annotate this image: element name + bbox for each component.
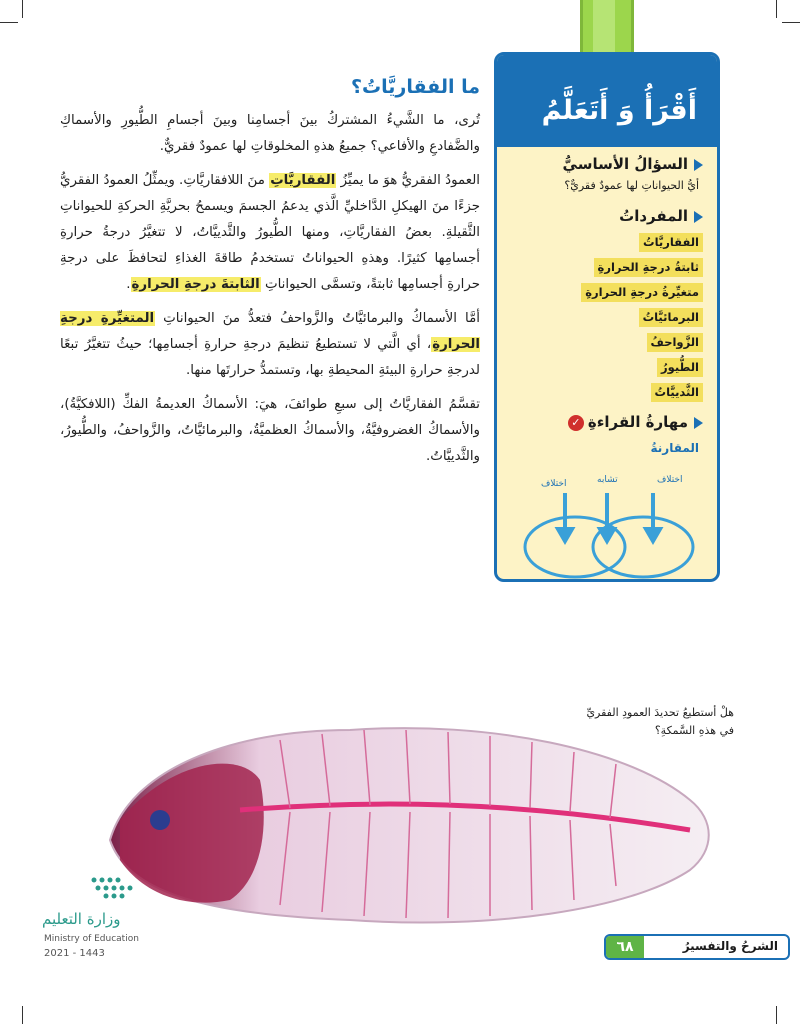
venn-label-right: اختلاف xyxy=(657,475,683,485)
vocab-item: الزَّواحفُ xyxy=(647,333,704,352)
crop-mark xyxy=(22,0,23,18)
bullet-icon xyxy=(694,211,703,223)
page-footer xyxy=(604,934,790,960)
vocab-item: متغيِّرةُ درجةِ الحرارةِ xyxy=(581,283,703,302)
vocab-item: البرمائيَّاتُ xyxy=(639,308,703,327)
essential-question: أيُّ الحيواناتِ لها عمودٌ فقريٌّ؟ xyxy=(564,179,699,192)
highlight-term: المتغيِّرةِ درجةِ الحرارةِ xyxy=(60,311,480,352)
text-run: أمَّا الأسماكُ والبرمائيَّاتُ والزَّواحفُ فتعدُّ منَ الحيواناتِ xyxy=(163,311,480,326)
essential-question-heading xyxy=(563,155,703,173)
page-number: ٦٨ xyxy=(606,936,644,958)
sidebar-box xyxy=(494,52,720,582)
crop-mark xyxy=(782,22,800,23)
venn-label-left: اختلاف xyxy=(541,479,567,489)
vocab-item: الفقاريَّاتُ xyxy=(639,233,703,252)
heading-text: السؤالُ الأساسيُّ xyxy=(562,155,688,173)
highlight-term: الفقاريَّاتِ xyxy=(270,173,336,188)
heading-text: مهارةُ القراءةِ xyxy=(587,413,688,431)
sidebar-header xyxy=(497,55,717,147)
venn-label-middle: تشابه xyxy=(597,475,618,485)
reading-skill: المقارنةُ xyxy=(650,441,699,455)
text-run: العمودُ الفقريُّ هوَ ما يميِّزُ xyxy=(340,173,480,188)
bullet-icon xyxy=(694,417,703,429)
text-run: منَ اللافقاريَّاتِ. ويمثِّلُ العمودُ الفقريُّ جزءًا منَ الهيكلِ الدَّاخليِّ الَّذي يدعمُ الجسمَ ويسمحُ بحريَّةِ الحركةِ للحيواناتِ الثَّقيلةِ. بعضُ الفقاريَّاتِ، ومنها الطُّيورُ والثَّدييَّاتُ، لا تتغيَّرُ درجةُ حرارةِ أجسامِها كثيرًا. وهذهِ الحيواناتُ تستخدمُ طاقةَ الغذاءِ لتحافظَ على درجةِ حرارةِ أجسامِها ثابتةً، وتسمَّى الحيواناتِ xyxy=(60,173,480,292)
paragraph-4: تقسَّمُ الفقاريَّاتُ إلى سبعِ طوائفَ، هيَ: الأسماكُ العديمةُ الفكِّ (اللافكيَّةُ)، والأسماكُ الغضروفيَّةُ، والأسماكُ العظميَّةُ، والبرمائيَّاتُ، والزَّواحفُ، والطُّيورُ، والثَّدييَّاتُ. xyxy=(60,397,480,464)
crop-mark xyxy=(22,1006,23,1024)
vocab-item: الثَّدييَّاتُ xyxy=(651,383,703,402)
heading-text: المفرداتُ xyxy=(619,207,688,225)
sidebar-title: أَقْرَأُ وَ أَتَعَلَّمُ xyxy=(541,95,697,126)
footer-label: الشرحُ والتفسيرُ xyxy=(682,939,778,953)
figure-question: هلْ أستطيعُ تحديدَ العمودِ الفقريِّ في هذهِ السَّمكةِ؟ xyxy=(586,706,734,737)
paragraph-3 xyxy=(60,306,480,384)
vocabulary-heading xyxy=(619,207,703,225)
ministry-name-arabic: وزارة التعليم xyxy=(42,910,121,928)
paragraph-2: العمودُ الفقريُّ هوَ ما يميِّزُ الفقاريَّاتِ منَ اللافقاريَّاتِ. ويمثِّلُ العمودُ الفقريُّ جزءًا منَ الهيكلِ الدَّاخليِّ الَّذي يدعمُ الجسمَ ويسمحُ بحريَّةِ الحركةِ للحيواناتِ الثَّقيلةِ. بعضُ الفقاريَّاتِ، ومنها الطُّيورُ والثَّدييَّاتُ، لا تتغيَّرُ درجةُ حرارةِ أجسامِها كثيرًا. وهذهِ الحيواناتُ تستخدمُ طاقةَ الغذاءِ لتحافظَ على درجةِ حرارةِ أجسامِها ثابتةً، وتسمَّى الحيواناتِ الثابتةَ درجةِ الحرارةِ. xyxy=(60,173,480,292)
crop-mark xyxy=(776,0,777,18)
crop-mark xyxy=(776,1006,777,1024)
reading-skill-heading xyxy=(568,413,703,431)
bullet-icon xyxy=(694,159,703,171)
vocab-item: الطُّيورُ xyxy=(657,358,703,377)
ministry-year: 2021 - 1443 xyxy=(44,948,105,959)
paragraph-1: تُرى، ما الشَّيءُ المشتركُ بينَ أجسامِنا وبينَ أجسامِ الطُّيورِ والأسماكِ والضَّفادعِ والأفاعي؟ جميعُ هذهِ المخلوقاتِ لها عمودٌ فقريٌّ. xyxy=(60,113,480,154)
vocab-item: ثابتةُ درجةِ الحرارةِ xyxy=(594,258,703,277)
crop-mark xyxy=(0,22,18,23)
text-run: ، أي الَّتي لا تستطيعُ تنظيمَ درجةِ حرارةِ أجسامِها؛ حيثُ تتغيَّرُ تبعًا لدرجةِ حرارةِ البيئةِ المحيطةِ بها، وتستمدُّ حرارتَها منها. xyxy=(60,337,480,378)
section-heading: ما الفقاريَّاتُ؟ xyxy=(351,76,480,98)
vocabulary-list xyxy=(573,233,703,408)
check-icon: ✓ xyxy=(568,415,584,431)
main-text xyxy=(60,72,480,478)
ministry-name-english: Ministry of Education xyxy=(44,934,139,944)
venn-diagram xyxy=(515,491,705,581)
highlight-term: الثابتةَ درجةِ الحرارةِ xyxy=(131,277,260,292)
ministry-logo-icon xyxy=(86,872,156,902)
